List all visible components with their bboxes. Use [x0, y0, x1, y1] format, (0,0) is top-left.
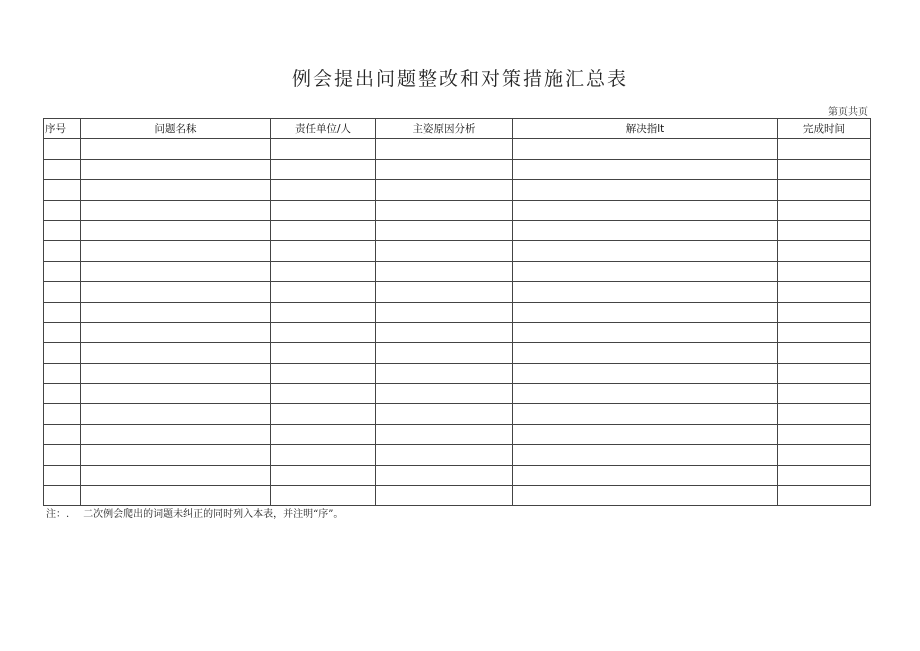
table-cell[interactable]: [81, 445, 271, 465]
table-cell[interactable]: [778, 322, 871, 342]
table-row: [44, 159, 871, 179]
table-cell[interactable]: [44, 445, 81, 465]
table-cell[interactable]: [513, 384, 778, 404]
table-cell[interactable]: [778, 139, 871, 159]
table-cell[interactable]: [271, 302, 376, 322]
table-cell[interactable]: [44, 404, 81, 424]
table-cell[interactable]: [81, 180, 271, 200]
table-cell[interactable]: [81, 384, 271, 404]
table-cell[interactable]: [271, 343, 376, 363]
table-body: [44, 139, 871, 506]
table-cell[interactable]: [513, 465, 778, 485]
table-cell[interactable]: [778, 363, 871, 383]
table-cell[interactable]: [44, 282, 81, 302]
table-cell[interactable]: [44, 424, 81, 444]
table-cell[interactable]: [81, 322, 271, 342]
table-cell[interactable]: [778, 404, 871, 424]
table-cell[interactable]: [271, 200, 376, 220]
table-cell[interactable]: [376, 220, 513, 240]
table-cell[interactable]: [376, 363, 513, 383]
table-cell[interactable]: [376, 486, 513, 506]
table-cell[interactable]: [81, 220, 271, 240]
table-header-row: [44, 119, 871, 139]
table-row: [44, 404, 871, 424]
table-cell[interactable]: [271, 139, 376, 159]
col-header-responsible: 责任单位/人: [271, 119, 376, 139]
table-cell[interactable]: [271, 424, 376, 444]
table-cell[interactable]: [81, 486, 271, 506]
table-cell[interactable]: [513, 486, 778, 506]
table-cell[interactable]: [44, 322, 81, 342]
table-cell[interactable]: [778, 302, 871, 322]
table-row: [44, 220, 871, 240]
table-cell[interactable]: [44, 200, 81, 220]
table-cell[interactable]: [376, 200, 513, 220]
col-header-cause-analysis: 主姿原因分析: [376, 119, 513, 139]
table-cell[interactable]: [778, 180, 871, 200]
col-header-index: 序号: [44, 119, 81, 139]
table-row: [44, 282, 871, 302]
footnote-text: 二次例会爬出的词题未纠正的同时列入本表，并注明“序”。: [83, 509, 344, 520]
table-row: [44, 486, 871, 506]
table-cell[interactable]: [81, 282, 271, 302]
table-cell[interactable]: [778, 241, 871, 261]
table-row: [44, 465, 871, 485]
table-row: [44, 343, 871, 363]
col-header-issue-name: 问题名秣: [81, 119, 271, 139]
table-cell[interactable]: [81, 159, 271, 179]
table-cell[interactable]: [513, 424, 778, 444]
table-row: [44, 384, 871, 404]
table-cell[interactable]: [44, 465, 81, 485]
table-cell[interactable]: [778, 343, 871, 363]
table-cell[interactable]: [778, 261, 871, 281]
table-cell[interactable]: [376, 404, 513, 424]
table-cell[interactable]: [44, 486, 81, 506]
table-row: [44, 363, 871, 383]
table-cell[interactable]: [513, 322, 778, 342]
table-cell[interactable]: [376, 465, 513, 485]
table-cell[interactable]: [44, 241, 81, 261]
table-cell[interactable]: [778, 465, 871, 485]
table-cell[interactable]: [778, 282, 871, 302]
table-cell[interactable]: [271, 282, 376, 302]
table-cell[interactable]: [376, 322, 513, 342]
page-info: 第页共页: [828, 107, 868, 118]
table-cell[interactable]: [271, 384, 376, 404]
table-cell[interactable]: [376, 424, 513, 444]
table-cell[interactable]: [513, 404, 778, 424]
table-cell[interactable]: [376, 445, 513, 465]
table-cell[interactable]: [81, 465, 271, 485]
table-cell[interactable]: [271, 363, 376, 383]
table-cell[interactable]: [81, 363, 271, 383]
table-cell[interactable]: [376, 261, 513, 281]
table-cell[interactable]: [81, 302, 271, 322]
table-cell[interactable]: [376, 384, 513, 404]
table-cell[interactable]: [81, 404, 271, 424]
table-row: [44, 322, 871, 342]
table-cell[interactable]: [778, 220, 871, 240]
table-cell[interactable]: [513, 343, 778, 363]
table-row: [44, 139, 871, 159]
table-cell[interactable]: [271, 445, 376, 465]
table-row: [44, 200, 871, 220]
table-cell[interactable]: [271, 404, 376, 424]
table-row: [44, 180, 871, 200]
table-cell[interactable]: [271, 220, 376, 240]
col-header-completion-time: 完成时间: [778, 119, 871, 139]
footnote: [46, 505, 343, 520]
table-cell[interactable]: [513, 220, 778, 240]
table-cell[interactable]: [376, 180, 513, 200]
table-cell[interactable]: [44, 180, 81, 200]
table-cell[interactable]: [778, 486, 871, 506]
table-cell[interactable]: [513, 159, 778, 179]
table-cell[interactable]: [376, 343, 513, 363]
col-header-solution: 解决指lt: [513, 119, 778, 139]
table-cell[interactable]: [44, 261, 81, 281]
table-cell[interactable]: [81, 343, 271, 363]
table-cell[interactable]: [376, 241, 513, 261]
table-cell[interactable]: [513, 282, 778, 302]
table-cell[interactable]: [44, 363, 81, 383]
table-cell[interactable]: [778, 159, 871, 179]
table-cell[interactable]: [81, 261, 271, 281]
table-cell[interactable]: [376, 302, 513, 322]
table-row: [44, 445, 871, 465]
table-cell[interactable]: [778, 384, 871, 404]
table-cell[interactable]: [271, 486, 376, 506]
summary-table: [43, 118, 871, 506]
table-cell[interactable]: [271, 465, 376, 485]
table-row: [44, 261, 871, 281]
table-row: [44, 302, 871, 322]
table-cell[interactable]: [81, 200, 271, 220]
table-cell[interactable]: [376, 282, 513, 302]
table-cell[interactable]: [44, 302, 81, 322]
table-cell[interactable]: [271, 241, 376, 261]
table-cell[interactable]: [81, 424, 271, 444]
table-cell[interactable]: [513, 363, 778, 383]
table-cell[interactable]: [513, 241, 778, 261]
table-cell[interactable]: [81, 139, 271, 159]
table-cell[interactable]: [44, 159, 81, 179]
table-cell[interactable]: [513, 200, 778, 220]
table-row: [44, 241, 871, 261]
table-cell[interactable]: [44, 343, 81, 363]
table-cell[interactable]: [271, 159, 376, 179]
table-cell[interactable]: [271, 261, 376, 281]
table-cell[interactable]: [271, 322, 376, 342]
table-cell[interactable]: [376, 159, 513, 179]
table-cell[interactable]: [44, 139, 81, 159]
table-cell[interactable]: [271, 180, 376, 200]
table-cell[interactable]: [513, 180, 778, 200]
table-cell[interactable]: [44, 220, 81, 240]
table-row: [44, 424, 871, 444]
table-cell[interactable]: [376, 139, 513, 159]
table-cell[interactable]: [81, 241, 271, 261]
footnote-label: 注：.: [46, 509, 70, 520]
table-cell[interactable]: [513, 302, 778, 322]
table-cell[interactable]: [513, 139, 778, 159]
table-cell[interactable]: [513, 261, 778, 281]
table-cell[interactable]: [778, 424, 871, 444]
table-cell[interactable]: [778, 445, 871, 465]
table-cell[interactable]: [778, 200, 871, 220]
table-cell[interactable]: [44, 384, 81, 404]
document-title: 例会提出问题整改和对策措施汇总表: [291, 68, 628, 90]
table-cell[interactable]: [513, 445, 778, 465]
